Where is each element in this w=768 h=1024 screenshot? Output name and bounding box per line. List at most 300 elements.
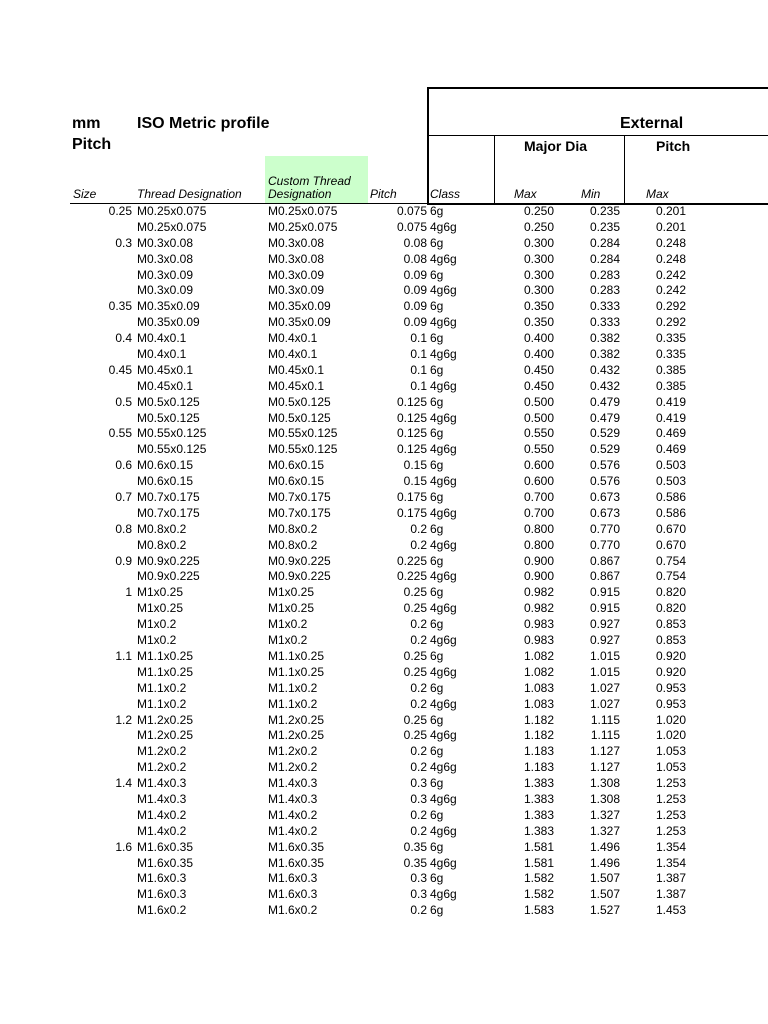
major-min-cell: 0.927 (589, 617, 620, 632)
table-row (0, 871, 768, 887)
table-row (0, 506, 768, 522)
pitch-cell: 0.2 (410, 760, 427, 775)
thread-designation-cell: M1.2x0.25 (137, 712, 194, 727)
pitch-cell: 0.25 (403, 648, 427, 663)
pitch-cell: 0.3 (410, 887, 427, 902)
class-cell: 4g6g (430, 283, 457, 298)
class-cell: 6g (430, 490, 444, 505)
pitch-cell: 0.125 (396, 442, 427, 457)
pitch-cell: 0.15 (403, 474, 427, 489)
table-row (0, 585, 768, 601)
table-row (0, 713, 768, 729)
pitch-max-cell: 0.201 (655, 219, 686, 234)
size-cell: 0.35 (108, 299, 132, 314)
thread-designation-cell: M1.4x0.2 (137, 823, 187, 838)
class-cell: 6g (430, 585, 444, 600)
major-min-cell: 1.027 (589, 680, 620, 695)
custom-designation-cell: M1x0.2 (268, 617, 308, 632)
col-custom-thread-line1: Custom Thread (268, 174, 351, 188)
thread-designation-cell: M1.1x0.2 (137, 680, 187, 695)
class-cell: 6g (430, 680, 444, 695)
size-cell: 0.8 (115, 521, 132, 536)
table-row (0, 522, 768, 538)
class-cell: 4g6g (430, 410, 457, 425)
thread-designation-cell: M0.8x0.2 (137, 521, 187, 536)
custom-designation-cell: M0.5x0.125 (268, 410, 331, 425)
thread-designation-cell: M0.5x0.125 (137, 410, 200, 425)
class-cell: 6g (430, 776, 444, 791)
major-max-cell: 0.982 (523, 601, 554, 616)
thread-designation-cell: M1.6x0.35 (137, 855, 194, 870)
major-min-cell: 0.283 (589, 267, 620, 282)
table-row (0, 490, 768, 506)
custom-designation-cell: M1.1x0.2 (268, 680, 318, 695)
col-class: Class (430, 187, 461, 201)
thread-designation-cell: M1.4x0.3 (137, 791, 187, 806)
major-max-cell: 1.183 (523, 744, 554, 759)
major-max-cell: 1.082 (523, 664, 554, 679)
table-row (0, 236, 768, 252)
class-cell: 4g6g (430, 378, 457, 393)
major-max-cell: 0.350 (523, 315, 554, 330)
major-min-cell: 1.496 (589, 855, 620, 870)
pitch-max-cell: 1.354 (655, 839, 686, 854)
major-min-cell: 1.327 (589, 807, 620, 822)
major-max-cell: 1.083 (523, 696, 554, 711)
class-cell: 4g6g (430, 219, 457, 234)
size-cell: 1.6 (115, 839, 132, 854)
major-min-cell: 0.770 (589, 521, 620, 536)
major-min-cell: 0.529 (589, 426, 620, 441)
table-row (0, 617, 768, 633)
thread-designation-cell: M0.6x0.15 (137, 474, 194, 489)
thread-designation-cell: M1.2x0.25 (137, 728, 194, 743)
class-cell: 6g (430, 871, 444, 886)
thread-designation-cell: M0.7x0.175 (137, 490, 200, 505)
custom-designation-cell: M0.7x0.175 (268, 505, 331, 520)
pitch-max-cell: 1.253 (655, 791, 686, 806)
major-min-cell: 1.127 (589, 744, 620, 759)
thread-designation-cell: M0.9x0.225 (137, 553, 200, 568)
custom-designation-cell: M1x0.25 (268, 601, 315, 616)
major-min-cell: 1.308 (589, 791, 620, 806)
class-cell: 4g6g (430, 855, 457, 870)
custom-designation-cell: M0.35x0.09 (268, 299, 331, 314)
class-cell: 6g (430, 521, 444, 536)
size-cell: 0.7 (115, 490, 132, 505)
pitch-cell: 0.125 (396, 410, 427, 425)
major-min-cell: 0.770 (589, 537, 620, 552)
thread-designation-cell: M1.6x0.35 (137, 839, 194, 854)
class-cell: 6g (430, 839, 444, 854)
table-row (0, 760, 768, 776)
thread-designation-cell: M1.6x0.3 (137, 871, 187, 886)
pitch-cell: 0.2 (410, 823, 427, 838)
thread-designation-cell: M0.25x0.075 (137, 204, 207, 218)
major-min-cell: 0.235 (589, 204, 620, 218)
thread-designation-cell: M0.35x0.09 (137, 299, 200, 314)
class-cell: 4g6g (430, 664, 457, 679)
major-max-cell: 1.182 (523, 712, 554, 727)
pitch-max-cell: 0.201 (655, 204, 686, 218)
major-max-cell: 0.450 (523, 362, 554, 377)
pitch-cell: 0.09 (403, 283, 427, 298)
major-min-cell: 0.927 (589, 633, 620, 648)
pitch-cell: 0.3 (410, 776, 427, 791)
class-cell: 4g6g (430, 347, 457, 362)
table-row (0, 856, 768, 872)
major-max-cell: 0.300 (523, 235, 554, 250)
pitch-cell: 0.2 (410, 521, 427, 536)
pitch-cell: 0.1 (410, 362, 427, 377)
pitch-cell: 0.3 (410, 791, 427, 806)
group-box-top-border (427, 87, 768, 89)
table-row (0, 363, 768, 379)
table-row (0, 315, 768, 331)
pitch-max-cell: 0.419 (655, 394, 686, 409)
pitch-max-cell: 0.920 (655, 664, 686, 679)
major-dia-left-border (494, 135, 495, 205)
major-dia-header: Major Dia (524, 138, 588, 154)
custom-designation-cell: M0.5x0.125 (268, 394, 331, 409)
custom-designation-cell: M1.2x0.2 (268, 760, 318, 775)
pitch-cell: 0.125 (396, 394, 427, 409)
pitch-max-cell: 0.419 (655, 410, 686, 425)
pitch-cell: 0.25 (403, 664, 427, 679)
pitch-cell: 0.25 (403, 585, 427, 600)
custom-designation-cell: M1.1x0.25 (268, 664, 325, 679)
thread-designation-cell: M1x0.2 (137, 633, 177, 648)
pitch-max-cell: 0.242 (655, 267, 686, 282)
pitch-max-cell: 0.953 (655, 696, 686, 711)
pitch-max-cell: 0.292 (655, 315, 686, 330)
pitch-max-cell: 0.586 (655, 505, 686, 520)
major-max-cell: 1.383 (523, 807, 554, 822)
thread-designation-cell: M0.4x0.1 (137, 347, 187, 362)
pitch-max-cell: 0.754 (655, 553, 686, 568)
major-max-cell: 0.500 (523, 394, 554, 409)
class-cell: 4g6g (430, 760, 457, 775)
pitch-max-cell: 0.853 (655, 617, 686, 632)
major-max-cell: 1.582 (523, 871, 554, 886)
major-min-cell: 0.673 (589, 490, 620, 505)
thread-designation-cell: M1.4x0.2 (137, 807, 187, 822)
table-row (0, 840, 768, 856)
major-min-cell: 1.015 (589, 648, 620, 663)
pitch-max-cell: 0.248 (655, 235, 686, 250)
pitch-max-cell: 0.385 (655, 362, 686, 377)
pitch-cell: 0.175 (396, 490, 427, 505)
size-cell: 0.9 (115, 553, 132, 568)
pitch-max-cell: 0.953 (655, 680, 686, 695)
pitch-max-cell: 0.820 (655, 601, 686, 616)
pitch-cell: 0.15 (403, 458, 427, 473)
pitch-max-cell: 1.387 (655, 871, 686, 886)
table-row (0, 331, 768, 347)
custom-designation-cell: M0.25x0.075 (268, 219, 338, 234)
major-min-cell: 1.015 (589, 664, 620, 679)
pitch-cell: 0.08 (403, 251, 427, 266)
pitch-cell: 0.225 (396, 553, 427, 568)
thread-designation-cell: M0.3x0.09 (137, 283, 194, 298)
major-max-cell: 0.600 (523, 474, 554, 489)
major-max-cell: 1.082 (523, 648, 554, 663)
pitch-max-cell: 1.354 (655, 855, 686, 870)
pitch-max-cell: 0.469 (655, 442, 686, 457)
major-max-cell: 0.450 (523, 378, 554, 393)
pitch-label: Pitch (72, 136, 112, 153)
size-cell: 0.3 (115, 235, 132, 250)
pitch-cell: 0.075 (396, 219, 427, 234)
major-max-cell: 1.183 (523, 760, 554, 775)
size-cell: 1.1 (115, 648, 132, 663)
size-cell: 0.25 (108, 204, 132, 218)
class-cell: 6g (430, 394, 444, 409)
major-max-cell: 1.182 (523, 728, 554, 743)
table-row (0, 792, 768, 808)
custom-designation-cell: M0.3x0.08 (268, 235, 325, 250)
pitch-max-cell: 1.387 (655, 887, 686, 902)
col-major-max: Max (514, 187, 537, 201)
size-cell: 0.4 (115, 331, 132, 346)
custom-designation-cell: M1.2x0.25 (268, 712, 325, 727)
major-max-cell: 0.700 (523, 505, 554, 520)
custom-designation-cell: M0.4x0.1 (268, 347, 318, 362)
col-size: Size (73, 187, 97, 201)
pitch-max-cell: 0.670 (655, 521, 686, 536)
custom-designation-cell: M0.3x0.09 (268, 283, 325, 298)
profile-title: ISO Metric profile (137, 115, 270, 132)
custom-designation-cell: M0.8x0.2 (268, 537, 318, 552)
pitch-cell: 0.2 (410, 744, 427, 759)
major-max-cell: 0.900 (523, 569, 554, 584)
custom-designation-cell: M0.55x0.125 (268, 426, 338, 441)
major-max-cell: 0.982 (523, 585, 554, 600)
table-row (0, 601, 768, 617)
thread-designation-cell: M0.3x0.08 (137, 235, 194, 250)
pitch-max-cell: 1.020 (655, 728, 686, 743)
class-cell: 6g (430, 648, 444, 663)
major-min-cell: 0.867 (589, 553, 620, 568)
thread-designation-cell: M0.8x0.2 (137, 537, 187, 552)
major-min-cell: 0.576 (589, 458, 620, 473)
class-cell: 4g6g (430, 537, 457, 552)
class-cell: 6g (430, 299, 444, 314)
pitch-max-cell: 1.253 (655, 776, 686, 791)
major-max-cell: 0.400 (523, 347, 554, 362)
custom-designation-cell: M0.6x0.15 (268, 474, 325, 489)
major-max-cell: 0.983 (523, 617, 554, 632)
pitch-cell: 0.2 (410, 537, 427, 552)
table-row (0, 268, 768, 284)
table-row (0, 283, 768, 299)
custom-designation-cell: M1.6x0.35 (268, 839, 325, 854)
major-min-cell: 1.507 (589, 871, 620, 886)
thread-designation-cell: M1.1x0.2 (137, 696, 187, 711)
pitch-max-cell: 0.586 (655, 490, 686, 505)
col-major-min: Min (581, 187, 601, 201)
class-cell: 4g6g (430, 442, 457, 457)
pitch-max-cell: 1.253 (655, 823, 686, 838)
pitch-cell: 0.25 (403, 601, 427, 616)
pitch-group-left-border (624, 135, 625, 205)
pitch-max-cell: 1.453 (655, 903, 686, 918)
col-thread-designation: Thread Designation (137, 187, 242, 201)
class-cell: 6g (430, 362, 444, 377)
class-cell: 4g6g (430, 823, 457, 838)
custom-designation-cell: M0.35x0.09 (268, 315, 331, 330)
class-cell: 6g (430, 553, 444, 568)
pitch-cell: 0.2 (410, 633, 427, 648)
custom-designation-cell: M1.6x0.35 (268, 855, 325, 870)
thread-designation-cell: M1x0.25 (137, 601, 184, 616)
pitch-max-cell: 0.292 (655, 299, 686, 314)
table-row (0, 538, 768, 554)
major-min-cell: 1.027 (589, 696, 620, 711)
table-row (0, 426, 768, 442)
major-max-cell: 1.581 (523, 839, 554, 854)
col-pitch-max: Max (646, 187, 669, 201)
class-cell: 4g6g (430, 569, 457, 584)
thread-designation-cell: M0.25x0.075 (137, 219, 207, 234)
major-min-cell: 0.479 (589, 394, 620, 409)
thread-designation-cell: M0.7x0.175 (137, 505, 200, 520)
thread-designation-cell: M1.1x0.25 (137, 648, 194, 663)
custom-designation-cell: M0.45x0.1 (268, 378, 325, 393)
major-max-cell: 1.582 (523, 887, 554, 902)
pitch-cell: 0.3 (410, 871, 427, 886)
col-pitch: Pitch (370, 187, 397, 201)
major-min-cell: 0.576 (589, 474, 620, 489)
table-row (0, 808, 768, 824)
major-min-cell: 1.527 (589, 903, 620, 918)
pitch-cell: 0.09 (403, 267, 427, 282)
table-row (0, 633, 768, 649)
table-row (0, 903, 768, 919)
thread-designation-cell: M0.4x0.1 (137, 331, 187, 346)
table-row (0, 554, 768, 570)
major-max-cell: 0.350 (523, 299, 554, 314)
pitch-cell: 0.25 (403, 712, 427, 727)
pitch-cell: 0.25 (403, 728, 427, 743)
major-max-cell: 1.383 (523, 791, 554, 806)
major-max-cell: 1.383 (523, 776, 554, 791)
group-box-left-border (427, 87, 429, 205)
pitch-max-cell: 0.670 (655, 537, 686, 552)
table-row (0, 442, 768, 458)
thread-designation-cell: M1.2x0.2 (137, 760, 187, 775)
class-cell: 4g6g (430, 474, 457, 489)
table-row (0, 697, 768, 713)
major-max-cell: 1.581 (523, 855, 554, 870)
thread-designation-cell: M0.55x0.125 (137, 442, 207, 457)
pitch-max-cell: 0.853 (655, 633, 686, 648)
class-cell: 4g6g (430, 791, 457, 806)
thread-designation-cell: M1.4x0.3 (137, 776, 187, 791)
pitch-cell: 0.075 (396, 204, 427, 218)
custom-designation-cell: M0.6x0.15 (268, 458, 325, 473)
pitch-cell: 0.35 (403, 839, 427, 854)
thread-table-body (0, 204, 768, 919)
thread-designation-cell: M0.45x0.1 (137, 362, 194, 377)
custom-designation-cell: M0.3x0.08 (268, 251, 325, 266)
major-min-cell: 0.333 (589, 299, 620, 314)
major-max-cell: 0.300 (523, 283, 554, 298)
pitch-max-cell: 0.242 (655, 283, 686, 298)
major-max-cell: 0.400 (523, 331, 554, 346)
pitch-max-cell: 0.335 (655, 331, 686, 346)
thread-designation-cell: M0.55x0.125 (137, 426, 207, 441)
pitch-cell: 0.35 (403, 855, 427, 870)
major-min-cell: 0.382 (589, 347, 620, 362)
major-min-cell: 0.235 (589, 219, 620, 234)
table-row (0, 649, 768, 665)
class-cell: 4g6g (430, 601, 457, 616)
thread-designation-cell: M1.2x0.2 (137, 744, 187, 759)
major-min-cell: 0.284 (589, 251, 620, 266)
custom-designation-cell: M1.4x0.3 (268, 776, 318, 791)
table-row (0, 474, 768, 490)
major-max-cell: 0.900 (523, 553, 554, 568)
major-max-cell: 0.250 (523, 204, 554, 218)
group-box-divider (429, 135, 768, 136)
class-cell: 6g (430, 267, 444, 282)
custom-designation-cell: M1.6x0.3 (268, 871, 318, 886)
pitch-cell: 0.2 (410, 696, 427, 711)
thread-designation-cell: M0.35x0.09 (137, 315, 200, 330)
size-cell: 1.4 (115, 776, 132, 791)
class-cell: 6g (430, 458, 444, 473)
thread-designation-cell: M0.3x0.09 (137, 267, 194, 282)
pitch-cell: 0.09 (403, 299, 427, 314)
class-cell: 4g6g (430, 887, 457, 902)
table-row (0, 458, 768, 474)
major-min-cell: 0.915 (589, 601, 620, 616)
major-min-cell: 0.284 (589, 235, 620, 250)
pitch-max-cell: 0.754 (655, 569, 686, 584)
thread-designation-cell: M0.3x0.08 (137, 251, 194, 266)
major-min-cell: 0.867 (589, 569, 620, 584)
custom-designation-cell: M0.7x0.175 (268, 490, 331, 505)
custom-designation-cell: M0.4x0.1 (268, 331, 318, 346)
major-max-cell: 0.800 (523, 537, 554, 552)
custom-designation-cell: M1.4x0.3 (268, 791, 318, 806)
major-min-cell: 0.432 (589, 378, 620, 393)
pitch-cell: 0.2 (410, 680, 427, 695)
custom-designation-cell: M1.6x0.3 (268, 887, 318, 902)
major-max-cell: 0.250 (523, 219, 554, 234)
class-cell: 6g (430, 426, 444, 441)
major-max-cell: 0.550 (523, 442, 554, 457)
major-min-cell: 0.529 (589, 442, 620, 457)
class-cell: 4g6g (430, 505, 457, 520)
custom-designation-cell: M0.9x0.225 (268, 553, 331, 568)
major-min-cell: 1.496 (589, 839, 620, 854)
thread-designation-cell: M0.5x0.125 (137, 394, 200, 409)
custom-designation-cell: M1.4x0.2 (268, 807, 318, 822)
table-row (0, 744, 768, 760)
major-min-cell: 1.308 (589, 776, 620, 791)
major-max-cell: 0.983 (523, 633, 554, 648)
major-max-cell: 0.300 (523, 251, 554, 266)
table-row (0, 681, 768, 697)
pitch-group-header: Pitch (656, 138, 691, 154)
unit-label: mm (72, 115, 101, 132)
major-min-cell: 1.127 (589, 760, 620, 775)
size-cell: 0.6 (115, 458, 132, 473)
pitch-max-cell: 0.248 (655, 251, 686, 266)
pitch-cell: 0.1 (410, 378, 427, 393)
